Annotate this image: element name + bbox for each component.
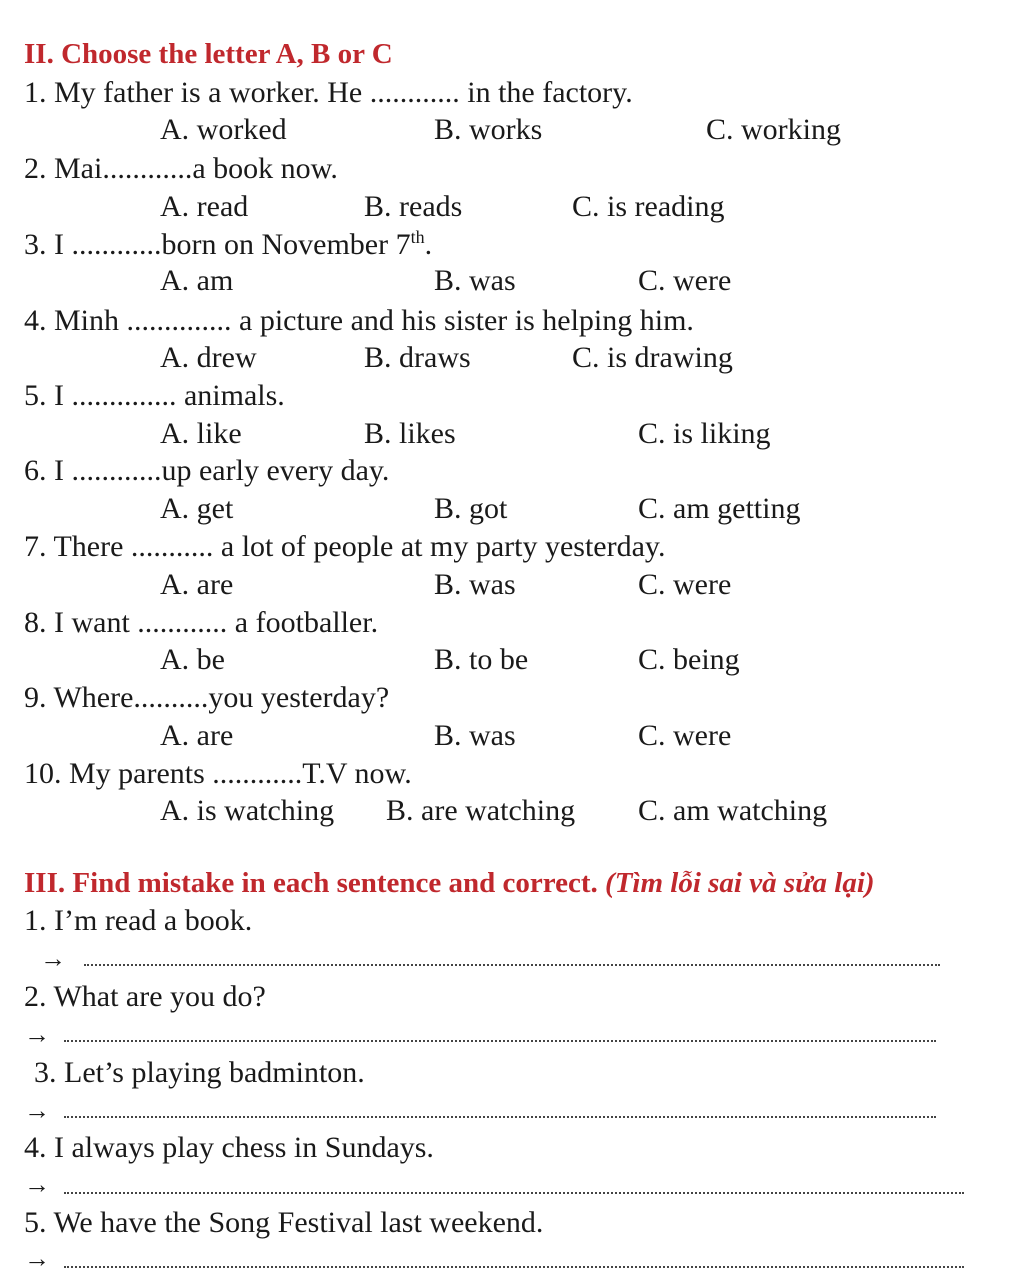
arrow-icon: →	[40, 944, 66, 973]
question-5-option-c: C. is liking	[638, 417, 771, 450]
question-4-stem: 4. Minh .............. a picture and his sister is helping him.	[24, 304, 694, 337]
question-5-stem: 5. I .............. animals.	[24, 379, 285, 412]
question-2-option-a: A. read	[160, 190, 249, 223]
mistake-item-4: 4. I always play chess in Sundays.	[24, 1131, 434, 1164]
question-8-stem: 8. I want ............ a footballer.	[24, 606, 379, 639]
question-7-stem: 7. There ........... a lot of people at my party yesterday.	[24, 530, 666, 563]
question-4-option-b: B. draws	[364, 341, 471, 374]
question-5-option-b: B. likes	[364, 417, 456, 450]
question-8-option-a: A. be	[160, 643, 225, 676]
question-8-option-b: B. to be	[434, 643, 529, 676]
arrow-icon: →	[24, 1096, 50, 1125]
mistake-item-3: 3. Let’s playing badminton.	[34, 1056, 365, 1089]
mistake-item-5: 5. We have the Song Festival last weekend.	[24, 1206, 544, 1239]
question-9-stem: 9. Where..........you yesterday?	[24, 681, 390, 714]
question-2-stem: 2. Mai............a book now.	[24, 152, 338, 185]
question-10-stem: 10. My parents ............T.V now.	[24, 757, 412, 790]
question-3-option-c: C. were	[638, 264, 732, 297]
answer-line-3[interactable]	[64, 1116, 936, 1118]
question-3-stem: 3. I ............born on November 7th.	[24, 227, 433, 261]
answer-line-4[interactable]	[64, 1192, 964, 1194]
question-3-option-a: A. am	[160, 264, 234, 297]
question-9-option-c: C. were	[638, 719, 732, 752]
question-9-option-b: B. was	[434, 719, 516, 752]
question-2-option-b: B. reads	[364, 190, 463, 223]
question-7-option-b: B. was	[434, 568, 516, 601]
question-1-option-c: C. working	[706, 113, 841, 146]
question-7-option-a: A. are	[160, 568, 234, 601]
section-3-heading: III. Find mistake in each sentence and correct. (Tìm lỗi sai và sửa lại)	[24, 867, 875, 899]
answer-line-2[interactable]	[64, 1040, 936, 1042]
question-6-stem: 6. I ............up early every day.	[24, 454, 390, 487]
section-2-heading: II. Choose the letter A, B or C	[24, 38, 393, 70]
mistake-item-2: 2. What are you do?	[24, 980, 266, 1013]
question-6-option-c: C. am getting	[638, 492, 801, 525]
question-6-option-a: A. get	[160, 492, 234, 525]
answer-line-1[interactable]	[84, 964, 940, 966]
question-3-option-b: B. was	[434, 264, 516, 297]
question-8-option-c: C. being	[638, 643, 740, 676]
answer-line-5[interactable]	[64, 1266, 964, 1268]
question-10-option-c: C. am watching	[638, 794, 828, 827]
question-5-option-a: A. like	[160, 417, 242, 450]
question-4-option-c: C. is drawing	[572, 341, 733, 374]
arrow-icon: →	[24, 1170, 50, 1199]
question-9-option-a: A. are	[160, 719, 234, 752]
arrow-icon: →	[24, 1244, 50, 1273]
question-1-stem: 1. My father is a worker. He ............ in the factory.	[24, 76, 633, 109]
arrow-icon: →	[24, 1020, 50, 1049]
question-2-option-c: C. is reading	[572, 190, 725, 223]
question-1-option-b: B. works	[434, 113, 543, 146]
question-10-option-a: A. is watching	[160, 794, 335, 827]
question-4-option-a: A. drew	[160, 341, 257, 374]
question-7-option-c: C. were	[638, 568, 732, 601]
question-10-option-b: B. are watching	[386, 794, 576, 827]
mistake-item-1: 1. I’m read a book.	[24, 904, 253, 937]
question-6-option-b: B. got	[434, 492, 508, 525]
question-1-option-a: A. worked	[160, 113, 287, 146]
